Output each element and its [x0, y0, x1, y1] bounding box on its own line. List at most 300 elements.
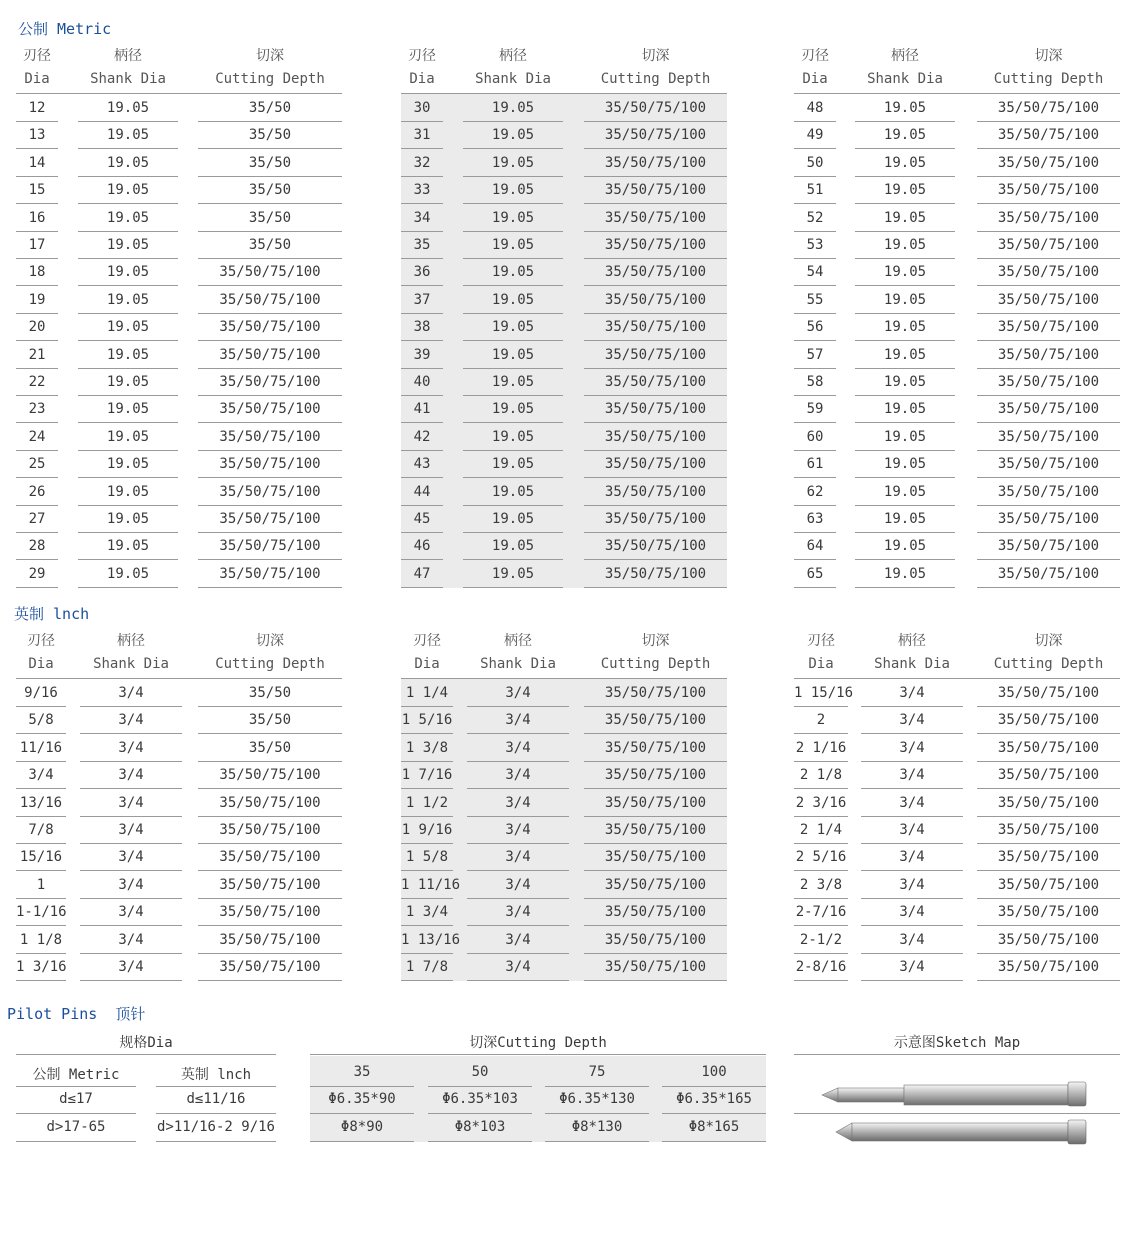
shank-dia-cell: 3/4: [861, 680, 963, 707]
header-en: Shank Dia: [93, 656, 169, 672]
dia-cell: 47: [401, 561, 443, 588]
shank-dia-cell: 3/4: [80, 817, 182, 844]
header-divider: [794, 93, 1120, 94]
divider: [662, 1086, 766, 1087]
cutting-depth-header: [977, 45, 1120, 91]
cutting-depth-cell: 35/50/75/100: [977, 369, 1120, 396]
divider: [16, 1141, 136, 1142]
depth-50: 50: [471, 1064, 489, 1080]
header-cn: 切深: [256, 633, 284, 649]
dia-cell: 37: [401, 287, 443, 314]
dia-cell: 9/16: [16, 680, 66, 707]
dia-cell: 19: [16, 287, 58, 314]
cutting-depth-cell: 35/50/75/100: [977, 177, 1120, 204]
dia-cell: 11/16: [16, 735, 66, 762]
shank-dia-cell: 19.05: [463, 424, 563, 451]
dia-cell: 24: [16, 424, 58, 451]
cutting-depth-cell: 35/50/75/100: [977, 533, 1120, 560]
cutting-depth-cell: 35/50/75/100: [584, 232, 727, 259]
shank-dia-cell: 3/4: [861, 954, 963, 981]
divider: [428, 1141, 532, 1142]
shank-dia-cell: 3/4: [80, 707, 182, 734]
cutting-depth-header: [198, 45, 342, 91]
cutting-depth-cell: 35/50/75/100: [584, 872, 727, 899]
cutting-depth-cell: 35/50/75/100: [977, 122, 1120, 149]
cutting-depth-cell: 35/50/75/100: [198, 872, 342, 899]
cutting-depth-cell: 35/50/75/100: [584, 844, 727, 871]
divider: [310, 1086, 414, 1087]
dia-cell: 1 3/16: [16, 954, 66, 981]
cutting-depth-cell: 35/50: [198, 707, 342, 734]
shank-dia-cell: 19.05: [855, 424, 955, 451]
dia-cell: 13/16: [16, 790, 66, 817]
shank-dia-header: [855, 45, 955, 91]
dia-cell: 1-1/16: [16, 899, 66, 926]
header-en: Cutting Depth: [600, 71, 711, 87]
shank-dia-cell: 19.05: [78, 369, 178, 396]
shank-dia-cell: 19.05: [855, 232, 955, 259]
header-en: Shank Dia: [480, 656, 556, 672]
header-divider: [794, 678, 1120, 679]
header-divider: [16, 93, 342, 94]
cutting-depth-cell: 35/50: [198, 122, 342, 149]
header-cn: 切深: [256, 48, 284, 64]
shank-dia-cell: 19.05: [855, 342, 955, 369]
header-cn: 刃径: [27, 633, 55, 649]
dia-cell: 2 5/16: [794, 844, 848, 871]
cutting-depth-cell: 35/50/75/100: [584, 259, 727, 286]
cutting-depth-cell: 35/50/75/100: [584, 533, 727, 560]
dia-cell: 25: [16, 451, 58, 478]
dia-cell: 27: [16, 506, 58, 533]
header-en: Cutting Depth: [215, 71, 325, 87]
shank-dia-cell: 19.05: [855, 506, 955, 533]
shank-dia-cell: 3/4: [861, 762, 963, 789]
header-cn: 切深: [1034, 633, 1063, 649]
cutting-depth-cell: 35/50/75/100: [977, 424, 1120, 451]
shank-dia-header: [80, 630, 182, 676]
shank-dia-cell: 19.05: [855, 259, 955, 286]
pilot-row-metric: d≤17: [59, 1091, 93, 1107]
shank-dia-cell: 3/4: [861, 735, 963, 762]
dia-cell: 46: [401, 533, 443, 560]
header-cn: 刃径: [23, 48, 51, 64]
shank-dia-cell: 19.05: [855, 177, 955, 204]
cutting-depth-header: [198, 630, 342, 676]
cutting-depth-cell: 35/50/75/100: [198, 561, 342, 588]
dia-header: [16, 630, 66, 676]
dia-cell: 18: [16, 259, 58, 286]
dia-cell: 50: [794, 150, 836, 177]
cutting-depth-cell: 35/50/75/100: [198, 314, 342, 341]
cutting-depth-cell: 35/50/75/100: [198, 844, 342, 871]
shank-dia-cell: 19.05: [78, 533, 178, 560]
cutting-depth-cell: 35/50/75/100: [977, 396, 1120, 423]
dia-cell: 56: [794, 314, 836, 341]
dia-cell: 61: [794, 451, 836, 478]
header-cn: 切深: [641, 633, 670, 649]
cutting-depth-cell: 35/50/75/100: [584, 314, 727, 341]
dia-cell: 52: [794, 205, 836, 232]
sketch-map-header: 示意图Sketch Map: [893, 1035, 1021, 1051]
header-en: Shank Dia: [874, 656, 950, 672]
cutting-depth-cell: 35/50/75/100: [198, 899, 342, 926]
header-cn: 切深: [1034, 48, 1063, 64]
dia-cell: 34: [401, 205, 443, 232]
shank-dia-cell: 3/4: [80, 954, 182, 981]
shank-dia-cell: 19.05: [78, 232, 178, 259]
shank-dia-cell: 3/4: [80, 735, 182, 762]
header-en: Shank Dia: [867, 71, 943, 87]
shank-dia-header: [467, 630, 569, 676]
shank-dia-cell: 19.05: [463, 506, 563, 533]
shank-dia-cell: 19.05: [463, 150, 563, 177]
shank-dia-cell: 19.05: [78, 561, 178, 588]
dia-cell: 1 7/16: [401, 762, 453, 789]
shank-dia-cell: 3/4: [861, 707, 963, 734]
header-en: Shank Dia: [475, 71, 551, 87]
dia-cell: 1 5/16: [401, 707, 453, 734]
shank-dia-cell: 3/4: [467, 707, 569, 734]
pilot-value: Φ6.35*165: [676, 1091, 752, 1107]
divider: [16, 1054, 276, 1055]
shank-dia-cell: 19.05: [855, 451, 955, 478]
dia-cell: 35: [401, 232, 443, 259]
header-en: Dia: [28, 656, 54, 672]
dia-cell: 22: [16, 369, 58, 396]
dia-cell: 1 7/8: [401, 954, 453, 981]
dia-cell: 15/16: [16, 844, 66, 871]
divider: [662, 1113, 766, 1114]
cutting-depth-cell: 35/50/75/100: [198, 259, 342, 286]
shank-dia-cell: 3/4: [80, 762, 182, 789]
dia-cell: 31: [401, 122, 443, 149]
pilot-row-inch: d≤11/16: [186, 1091, 246, 1107]
header-en: Dia: [808, 656, 834, 672]
cutting-depth-cell: 35/50/75/100: [584, 95, 727, 122]
pilot-value: Φ6.35*130: [559, 1091, 635, 1107]
cutting-depth-cell: 35/50/75/100: [977, 762, 1120, 789]
cutting-depth-cell: 35/50/75/100: [977, 95, 1120, 122]
cutting-depth-cell: 35/50/75/100: [584, 424, 727, 451]
cutting-depth-cell: 35/50/75/100: [977, 287, 1120, 314]
dia-cell: 42: [401, 424, 443, 451]
shank-dia-cell: 3/4: [861, 817, 963, 844]
shank-dia-cell: 19.05: [463, 177, 563, 204]
shank-dia-cell: 3/4: [467, 817, 569, 844]
dia-cell: 2 1/4: [794, 817, 848, 844]
dia-header: [401, 45, 443, 91]
header-cn: 柄径: [499, 48, 527, 64]
dia-cell: 16: [16, 205, 58, 232]
shank-dia-cell: 19.05: [463, 287, 563, 314]
dia-cell: 2 1/8: [794, 762, 848, 789]
header-cn: 切深: [641, 48, 670, 64]
shank-dia-cell: 19.05: [463, 533, 563, 560]
dia-cell: 32: [401, 150, 443, 177]
pilot-value: Φ8*90: [340, 1119, 384, 1135]
shank-dia-cell: 19.05: [855, 122, 955, 149]
cutting-depth-cell: 35/50/75/100: [977, 899, 1120, 926]
header-en: Dia: [409, 71, 435, 87]
dia-cell: 21: [16, 342, 58, 369]
shank-dia-cell: 19.05: [78, 506, 178, 533]
shank-dia-cell: 19.05: [78, 177, 178, 204]
dia-cell: 38: [401, 314, 443, 341]
shank-dia-cell: 19.05: [78, 342, 178, 369]
dia-cell: 13: [16, 122, 58, 149]
dia-cell: 45: [401, 506, 443, 533]
cutting-depth-header: [584, 45, 727, 91]
cutting-depth-cell: 35/50/75/100: [198, 790, 342, 817]
shank-dia-cell: 19.05: [463, 205, 563, 232]
cutting-depth-cell: 35/50/75/100: [977, 954, 1120, 981]
depth-35: 35: [353, 1064, 371, 1080]
cutting-depth-cell: 35/50/75/100: [977, 680, 1120, 707]
cutting-depth-cell: 35/50/75/100: [198, 533, 342, 560]
shank-dia-cell: 19.05: [463, 396, 563, 423]
dia-cell: 1 11/16: [401, 872, 453, 899]
dia-cell: 2-8/16: [794, 954, 848, 981]
cutting-depth-cell: 35/50/75/100: [977, 790, 1120, 817]
shank-dia-cell: 19.05: [78, 205, 178, 232]
dia-cell: 1: [16, 872, 66, 899]
cutting-depth-cell: 35/50/75/100: [977, 927, 1120, 954]
cutting-depth-cell: 35/50/75/100: [977, 150, 1120, 177]
shank-dia-cell: 19.05: [463, 342, 563, 369]
cutting-depth-cell: 35/50/75/100: [584, 287, 727, 314]
pilot-pin-small-icon: [820, 1079, 1090, 1109]
shank-dia-cell: 3/4: [861, 927, 963, 954]
shank-dia-cell: 19.05: [78, 451, 178, 478]
dia-cell: 1 9/16: [401, 817, 453, 844]
cutting-depth-cell: 35/50/75/100: [198, 424, 342, 451]
cutting-depth-cell: 35/50/75/100: [198, 396, 342, 423]
shank-dia-cell: 19.05: [855, 205, 955, 232]
shank-dia-cell: 19.05: [463, 95, 563, 122]
dia-cell: 1 3/4: [401, 899, 453, 926]
shank-dia-cell: 19.05: [855, 287, 955, 314]
dia-cell: 20: [16, 314, 58, 341]
shank-dia-cell: 3/4: [467, 790, 569, 817]
pilot-pin-large-icon: [834, 1118, 1090, 1146]
dia-cell: 5/8: [16, 707, 66, 734]
shank-dia-cell: 19.05: [463, 369, 563, 396]
shank-dia-cell: 3/4: [861, 790, 963, 817]
header-cn: 柄径: [114, 48, 142, 64]
depth-75: 75: [588, 1064, 606, 1080]
divider: [310, 1054, 766, 1055]
header-cn: 刃径: [801, 48, 829, 64]
spec-header: 规格Dia: [119, 1035, 173, 1051]
dia-cell: 36: [401, 259, 443, 286]
shank-dia-cell: 19.05: [463, 232, 563, 259]
dia-cell: 12: [16, 95, 58, 122]
cutting-depth-cell: 35/50/75/100: [584, 122, 727, 149]
header-en: Shank Dia: [90, 71, 166, 87]
header-cn: 柄径: [891, 48, 919, 64]
cutting-depth-cell: 35/50/75/100: [198, 817, 342, 844]
shank-dia-cell: 19.05: [78, 150, 178, 177]
shank-dia-cell: 3/4: [80, 790, 182, 817]
shank-dia-cell: 19.05: [463, 259, 563, 286]
dia-cell: 33: [401, 177, 443, 204]
cutting-depth-cell: 35/50/75/100: [977, 872, 1120, 899]
shank-dia-cell: 19.05: [463, 451, 563, 478]
divider: [428, 1113, 532, 1114]
depth-100: 100: [701, 1064, 727, 1080]
shank-dia-cell: 3/4: [861, 899, 963, 926]
cutting-depth-cell: 35/50/75/100: [977, 451, 1120, 478]
header-en: Dia: [414, 656, 440, 672]
divider: [156, 1086, 276, 1087]
cutting-depth-cell: 35/50/75/100: [584, 479, 727, 506]
shank-dia-cell: 19.05: [463, 314, 563, 341]
dia-cell: 64: [794, 533, 836, 560]
dia-cell: 1 15/16: [794, 680, 848, 707]
shank-dia-cell: 3/4: [467, 954, 569, 981]
shank-dia-cell: 19.05: [78, 396, 178, 423]
cutting-depth-cell: 35/50/75/100: [584, 790, 727, 817]
dia-cell: 58: [794, 369, 836, 396]
header-en: Cutting Depth: [993, 656, 1104, 672]
divider: [545, 1086, 649, 1087]
dia-header: [401, 630, 453, 676]
cutting-depth-cell: 35/50/75/100: [977, 817, 1120, 844]
dia-cell: 55: [794, 287, 836, 314]
divider: [794, 1113, 1120, 1114]
dia-cell: 26: [16, 479, 58, 506]
dia-cell: 51: [794, 177, 836, 204]
dia-cell: 63: [794, 506, 836, 533]
shank-dia-cell: 3/4: [80, 680, 182, 707]
cutting-depth-cell: 35/50/75/100: [977, 205, 1120, 232]
divider: [156, 1113, 276, 1114]
shank-dia-cell: 19.05: [78, 424, 178, 451]
shank-dia-header: [861, 630, 963, 676]
dia-cell: 2: [794, 707, 848, 734]
header-divider: [16, 678, 342, 679]
divider: [16, 1086, 136, 1087]
dia-cell: 54: [794, 259, 836, 286]
metric-label: 公制 Metric: [32, 1067, 120, 1083]
cutting-depth-cell: 35/50/75/100: [198, 954, 342, 981]
header-en: Cutting Depth: [215, 656, 325, 672]
cutting-depth-cell: 35/50/75/100: [584, 205, 727, 232]
divider: [310, 1141, 414, 1142]
dia-cell: 28: [16, 533, 58, 560]
dia-cell: 1 1/4: [401, 680, 453, 707]
cutting-depth-cell: 35/50/75/100: [977, 232, 1120, 259]
divider: [428, 1086, 532, 1087]
pilot-row-metric: d>17-65: [46, 1119, 106, 1135]
dia-cell: 40: [401, 369, 443, 396]
divider: [545, 1113, 649, 1114]
divider: [16, 1113, 136, 1114]
dia-cell: 15: [16, 177, 58, 204]
shank-dia-cell: 3/4: [467, 899, 569, 926]
cutting-depth-cell: 35/50/75/100: [198, 506, 342, 533]
dia-cell: 49: [794, 122, 836, 149]
cutting-depth-cell: 35/50/75/100: [977, 259, 1120, 286]
dia-cell: 17: [16, 232, 58, 259]
dia-header: [794, 45, 836, 91]
dia-cell: 2 3/16: [794, 790, 848, 817]
cutting-depth-cell: 35/50/75/100: [977, 735, 1120, 762]
header-en: Dia: [24, 71, 50, 87]
cutting-depth-cell: 35/50/75/100: [977, 707, 1120, 734]
cutting-depth-header: [584, 630, 727, 676]
shank-dia-cell: 3/4: [467, 844, 569, 871]
cutting-depth-cell: 35/50/75/100: [198, 369, 342, 396]
dia-cell: 1 13/16: [401, 927, 453, 954]
shank-dia-cell: 19.05: [855, 95, 955, 122]
cutting-depth-cell: 35/50/75/100: [584, 817, 727, 844]
shank-dia-cell: 3/4: [467, 735, 569, 762]
dia-cell: 1 3/8: [401, 735, 453, 762]
cutting-depth-cell: 35/50/75/100: [977, 561, 1120, 588]
cutting-depth-cell: 35/50/75/100: [584, 707, 727, 734]
dia-cell: 41: [401, 396, 443, 423]
dia-cell: 3/4: [16, 762, 66, 789]
dia-header: [794, 630, 848, 676]
cutting-depth-cell: 35/50/75/100: [584, 762, 727, 789]
shank-dia-cell: 3/4: [467, 762, 569, 789]
cutting-depth-cell: 35/50: [198, 205, 342, 232]
pilot-row-inch: d>11/16-2 9/16: [156, 1119, 275, 1135]
cutting-depth-cell: 35/50/75/100: [584, 954, 727, 981]
cutting-depth-cell: 35/50/75/100: [584, 177, 727, 204]
shank-dia-cell: 19.05: [78, 95, 178, 122]
header-en: Cutting Depth: [993, 71, 1104, 87]
shank-dia-cell: 3/4: [80, 872, 182, 899]
shank-dia-cell: 19.05: [463, 561, 563, 588]
divider: [156, 1141, 276, 1142]
shank-dia-cell: 19.05: [78, 122, 178, 149]
dia-cell: 53: [794, 232, 836, 259]
cutting-depth-cell: 35/50: [198, 177, 342, 204]
inch-section-title: 英制 lnch: [14, 605, 90, 623]
cutting-depth-cell: 35/50/75/100: [584, 927, 727, 954]
dia-cell: 1 5/8: [401, 844, 453, 871]
dia-cell: 2 1/16: [794, 735, 848, 762]
pilot-value: Φ6.35*103: [442, 1091, 518, 1107]
dia-cell: 48: [794, 95, 836, 122]
cutting-depth-cell: 35/50/75/100: [198, 762, 342, 789]
divider: [310, 1113, 414, 1114]
shank-dia-cell: 3/4: [80, 844, 182, 871]
cutting-depth-cell: 35/50/75/100: [977, 844, 1120, 871]
shank-dia-cell: 19.05: [855, 561, 955, 588]
shank-dia-cell: 19.05: [463, 479, 563, 506]
cutting-depth-cell: 35/50/75/100: [198, 287, 342, 314]
dia-cell: 1 1/8: [16, 927, 66, 954]
cutting-depth-cell: 35/50/75/100: [584, 342, 727, 369]
header-divider: [401, 93, 727, 94]
dia-cell: 14: [16, 150, 58, 177]
dia-cell: 59: [794, 396, 836, 423]
cutting-depth-cell: 35/50: [198, 680, 342, 707]
shank-dia-cell: 3/4: [467, 872, 569, 899]
cutting-depth-cell: 35/50/75/100: [584, 899, 727, 926]
cutting-depth-cell: 35/50/75/100: [198, 342, 342, 369]
header-cn: 柄径: [117, 633, 145, 649]
shank-dia-cell: 19.05: [855, 369, 955, 396]
cutting-depth-cell: 35/50/75/100: [198, 451, 342, 478]
dia-cell: 57: [794, 342, 836, 369]
header-cn: 刃径: [807, 633, 835, 649]
dia-cell: 23: [16, 396, 58, 423]
